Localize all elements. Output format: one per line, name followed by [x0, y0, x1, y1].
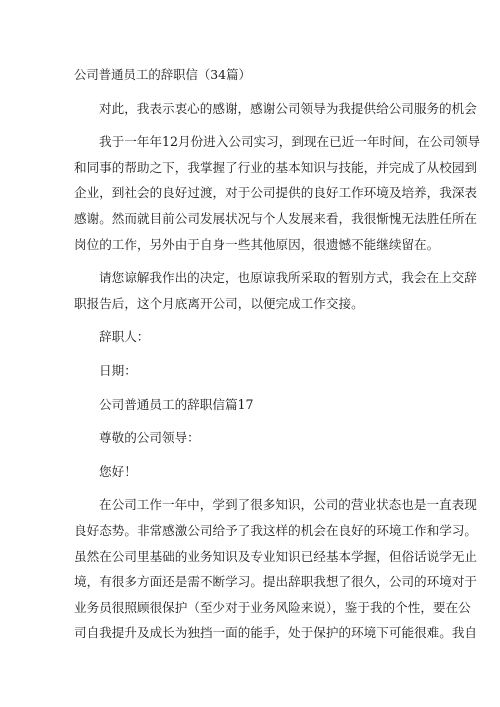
document-title: 公司普通员工的辞职信（34篇） [74, 67, 251, 82]
date-label: 日期： [99, 362, 137, 378]
paragraph-line: 虽然在公司里基础的业务知识及专业知识已经基本学握，但俗话说学无止 [74, 548, 477, 564]
document-page [74, 62, 481, 646]
paragraph-line: 岗位的工作，另外由于自身一些其他原因，很遗憾不能继续留在。 [74, 236, 440, 252]
paragraph-line: 感谢。然而就目前公司发展状况与个人发展来看，我很惭愧无法胜任所在 [74, 210, 477, 226]
paragraph-thanks: 对此，我表示衷心的感谢，感谢公司领导为我提供给公司服务的机会 [99, 100, 477, 116]
paragraph-request [74, 265, 477, 316]
paragraph-line: 我于一年年12月份进入公司实习，到现在已近一年时间，在公司领导 [99, 134, 481, 150]
paragraph-line: 和同事的帮助之下，我掌握了行业的基本知识与技能，并完成了从校园到 [74, 159, 477, 175]
paragraph-reflection [74, 492, 477, 646]
paragraph-line: 司自我提升及成长为独挡一面的能手，处于保护的环境下可能很难。我自 [74, 625, 477, 641]
paragraph-line: 请您谅解我作出的决定，也原谅我所采取的暂别方式，我会在上交辞 [99, 270, 477, 286]
paragraph-line: 职报告后，这个月底离开公司，以便完成工作交接。 [74, 295, 364, 311]
paragraph-background [74, 129, 481, 257]
greeting: 您好！ [99, 463, 137, 479]
paragraph-line: 企业，到社会的良好过渡，对于公司提供的良好工作环境及培养，我深表 [74, 185, 477, 201]
paragraph-line: 良好态势。非常感激公司给予了我这样的机会在良好的环境工作和学习。 [74, 522, 477, 538]
paragraph-line: 业务员很照顾很保护（至少对于业务风险来说），鉴于我的个性，要在公 [74, 599, 471, 615]
signer-label: 辞职人： [99, 329, 150, 345]
salutation: 尊敬的公司领导： [99, 430, 200, 446]
paragraph-line: 在公司工作一年中，学到了很多知识，公司的营业状态也是一直表现 [99, 497, 477, 513]
paragraph-line: 境，有很多方面还是需不断学习。提出辞职我想了很久，公司的环境对于 [74, 574, 477, 590]
section-heading: 公司普通员工的辞职信篇17 [99, 396, 254, 412]
